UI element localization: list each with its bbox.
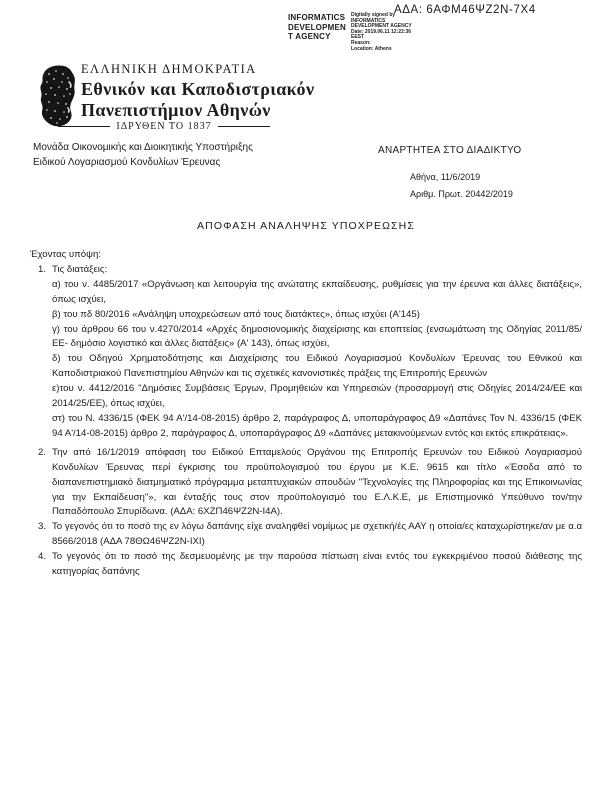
digital-signature-stamp (288, 13, 412, 52)
signature-detail-line: Reason: (351, 39, 371, 46)
university-name-line1: Εθνικόν και Καποδιστριακόν (81, 79, 315, 99)
founded-left-rule (58, 126, 110, 128)
university-logo (36, 65, 78, 128)
issuing-unit (33, 141, 253, 170)
city-date: Αθήνα, 11/6/2019 (410, 172, 481, 182)
subitem-a: α) του ν. 4485/2017 «Οργάνωση και λειτουργία της ανώτατης εκπαίδευσης, ρυθμίσεις για την έρευνα και άλλες διατάξεις», όπως ισχύει, (52, 278, 582, 305)
list-item-1-text: Τις διατάξεις: (52, 263, 108, 275)
signature-agency-line: INFORMATICS (288, 13, 346, 22)
subitem-d: δ) του Οδηγού Χρηματοδότησης και Διαχείρισης του Ειδικού Λογαριασμού Κονδυλίων Έρευνας του Εθνικού και Καποδιστριακού Πανεπιστημίου Αθηνών και τις σχετικές κανονιστικές πράξεις της Επιτροπής Ερευνών (52, 353, 582, 380)
subitem-b: β) του πδ 80/2016 «Ανάληψη υποχρεώσεων από τους διατάκτες», όπως ισχύει (Α'145) (52, 308, 420, 320)
founded-label: ΙΔΡΥΘΕΝ ΤΟ 1837 (116, 121, 212, 132)
founded-line (58, 121, 270, 132)
university-name-line2: Πανεπιστήμιον Αθηνών (81, 100, 271, 120)
signature-detail-line: INFORMATICS (351, 17, 386, 24)
list-item-1 (30, 263, 582, 442)
list-item-4-text: Το γεγονός ότι το ποσό της δεσμευομένης με την παρούσα πίστωση είναι εντός του εγκεκριμένου ποσού διάθεσης της κατηγορίας δαπάνης (52, 551, 582, 578)
founded-right-rule (218, 126, 270, 128)
hellenic-republic-label: ΕΛΛΗΝΙΚΗ ΔΗΜΟΚΡΑΤΙΑ (81, 62, 257, 76)
letterhead (81, 62, 314, 121)
signature-detail-line: EEST (351, 34, 365, 41)
posted-on-internet-label: ΑΝΑΡΤΗΤΕΑ ΣΤΟ ΔΙΑΔΙΚΤΥΟ (378, 145, 522, 156)
document-title: ΑΠΟΦΑΣΗ ΑΝΑΛΗΨΗΣ ΥΠΟΧΡΕΩΣΗΣ (197, 220, 415, 232)
list-item-4 (30, 550, 582, 580)
signature-detail-line: Location: Athens (351, 45, 392, 52)
document-body (30, 248, 582, 580)
subitem-st: στ) του Ν. 4336/15 (ΦΕΚ 94 Α'/14-08-2015) άρθρο 2, παράγραφος Δ, υποπαράγραφος Δ9 «Δαπάνες Τον Ν. 4336/15 (ΦΕΚ 94 Α'/14-08-2015) άρθρο 2, παράγραφος Δ, υποπαράγραφος Δ9 «Δαπάνες μετακινούμενων εντός και εκτός επικράτειας». (52, 412, 582, 439)
list-item-3-number: 3. (38, 521, 47, 533)
list-item-2-number: 2. (38, 446, 47, 458)
protocol-number: Αριθμ. Πρωτ. 20442/2019 (410, 189, 513, 199)
list-item-1-number: 1. (38, 263, 47, 275)
athena-head-emblem-icon (36, 65, 78, 128)
signature-agency-name (288, 13, 346, 52)
ada-code: ΑΔΑ: 6ΑΦΜ46ΨΖ2Ν-7Χ4 (394, 4, 536, 16)
signature-detail-line: Date: 2019.06.11 12:22:36 (351, 28, 412, 35)
list-item-3 (30, 520, 582, 550)
signature-detail-line: Digitally signed by (351, 12, 396, 18)
unit-line2: Ειδικού Λογαριασμού Κονδυλίων Έρευνας (33, 156, 221, 168)
list-item-1-subitems (52, 278, 582, 442)
list-item-2-text: Την από 16/1/2019 απόφαση του Ειδικού Επταμελούς Οργάνου της Επιτροπής Ερευνών του Ειδικού Λογαριασμού Κονδυλίων Έρευνας περί έγκρισης του προϋπολογισμού του έργου με Κ.Ε. 9615 και τίτλο «Έσοδα από το διαπανεπιστημιακό διατμηματικό πρόγραμμα μεταπτυχιακών σπουδών "Τεχνολογίες της Πληροφορίας και της Επικοινωνίας για την Εκπαίδευση"», και ένταξής τους στον προϋπολογισμό του Ε.Λ.Κ.Ε, με Επιστημονικό Υπεύθυνο τον/την Παπαδόπουλο Σπυρίδωνα. (ΑΔΑ: 6ΧΖΠ46ΨΖ2Ν-Ι4Α). (52, 446, 582, 518)
signature-details (351, 13, 412, 52)
preamble-intro: Έχοντας υπόψη: (30, 249, 101, 260)
list-item-4-number: 4. (38, 551, 47, 563)
unit-line1: Μονάδα Οικονομικής και Διοικητικής Υποστήριξης (33, 142, 253, 153)
subitem-c: γ) του άρθρου 66 του ν.4270/2014 «Αρχές δημοσιονομικής διαχείρισης και εποπτείας (ενσωμάτωση της Οδηγίας 2011/85/ΕΕ- δημόσιο λογιστικό και άλλες διατάξεις» (Α' 143), όπως ισχύει, (52, 323, 582, 350)
signature-agency-line: DEVELOPMEN (288, 22, 347, 32)
list-item-2 (30, 446, 582, 521)
signature-agency-line: T AGENCY (288, 32, 331, 41)
list-item-3-text: Το γεγονός ότι το ποσό της εν λόγω δαπάνης είχε αναληφθεί νομίμως με σχετική/ές ΑΑΥ η οποία/ες καταχωρίστηκε/αν με α.α 8566/2018 (ΑΔΑ 78ΘΩ46ΨΖ2Ν-ΙΧΙ) (52, 521, 582, 548)
subitem-e: ε)του ν. 4412/2016 "Δημόσιες Συμβάσεις Έργων, Προμηθειών και Υπηρεσιών (προσαρμογή στις Οδηγίες 2014/24/ΕΕ και 2014/25/ΕΕ), όπως ισχύει, (52, 383, 582, 410)
signature-detail-line: DEVELOPMENT AGENCY (351, 23, 412, 30)
